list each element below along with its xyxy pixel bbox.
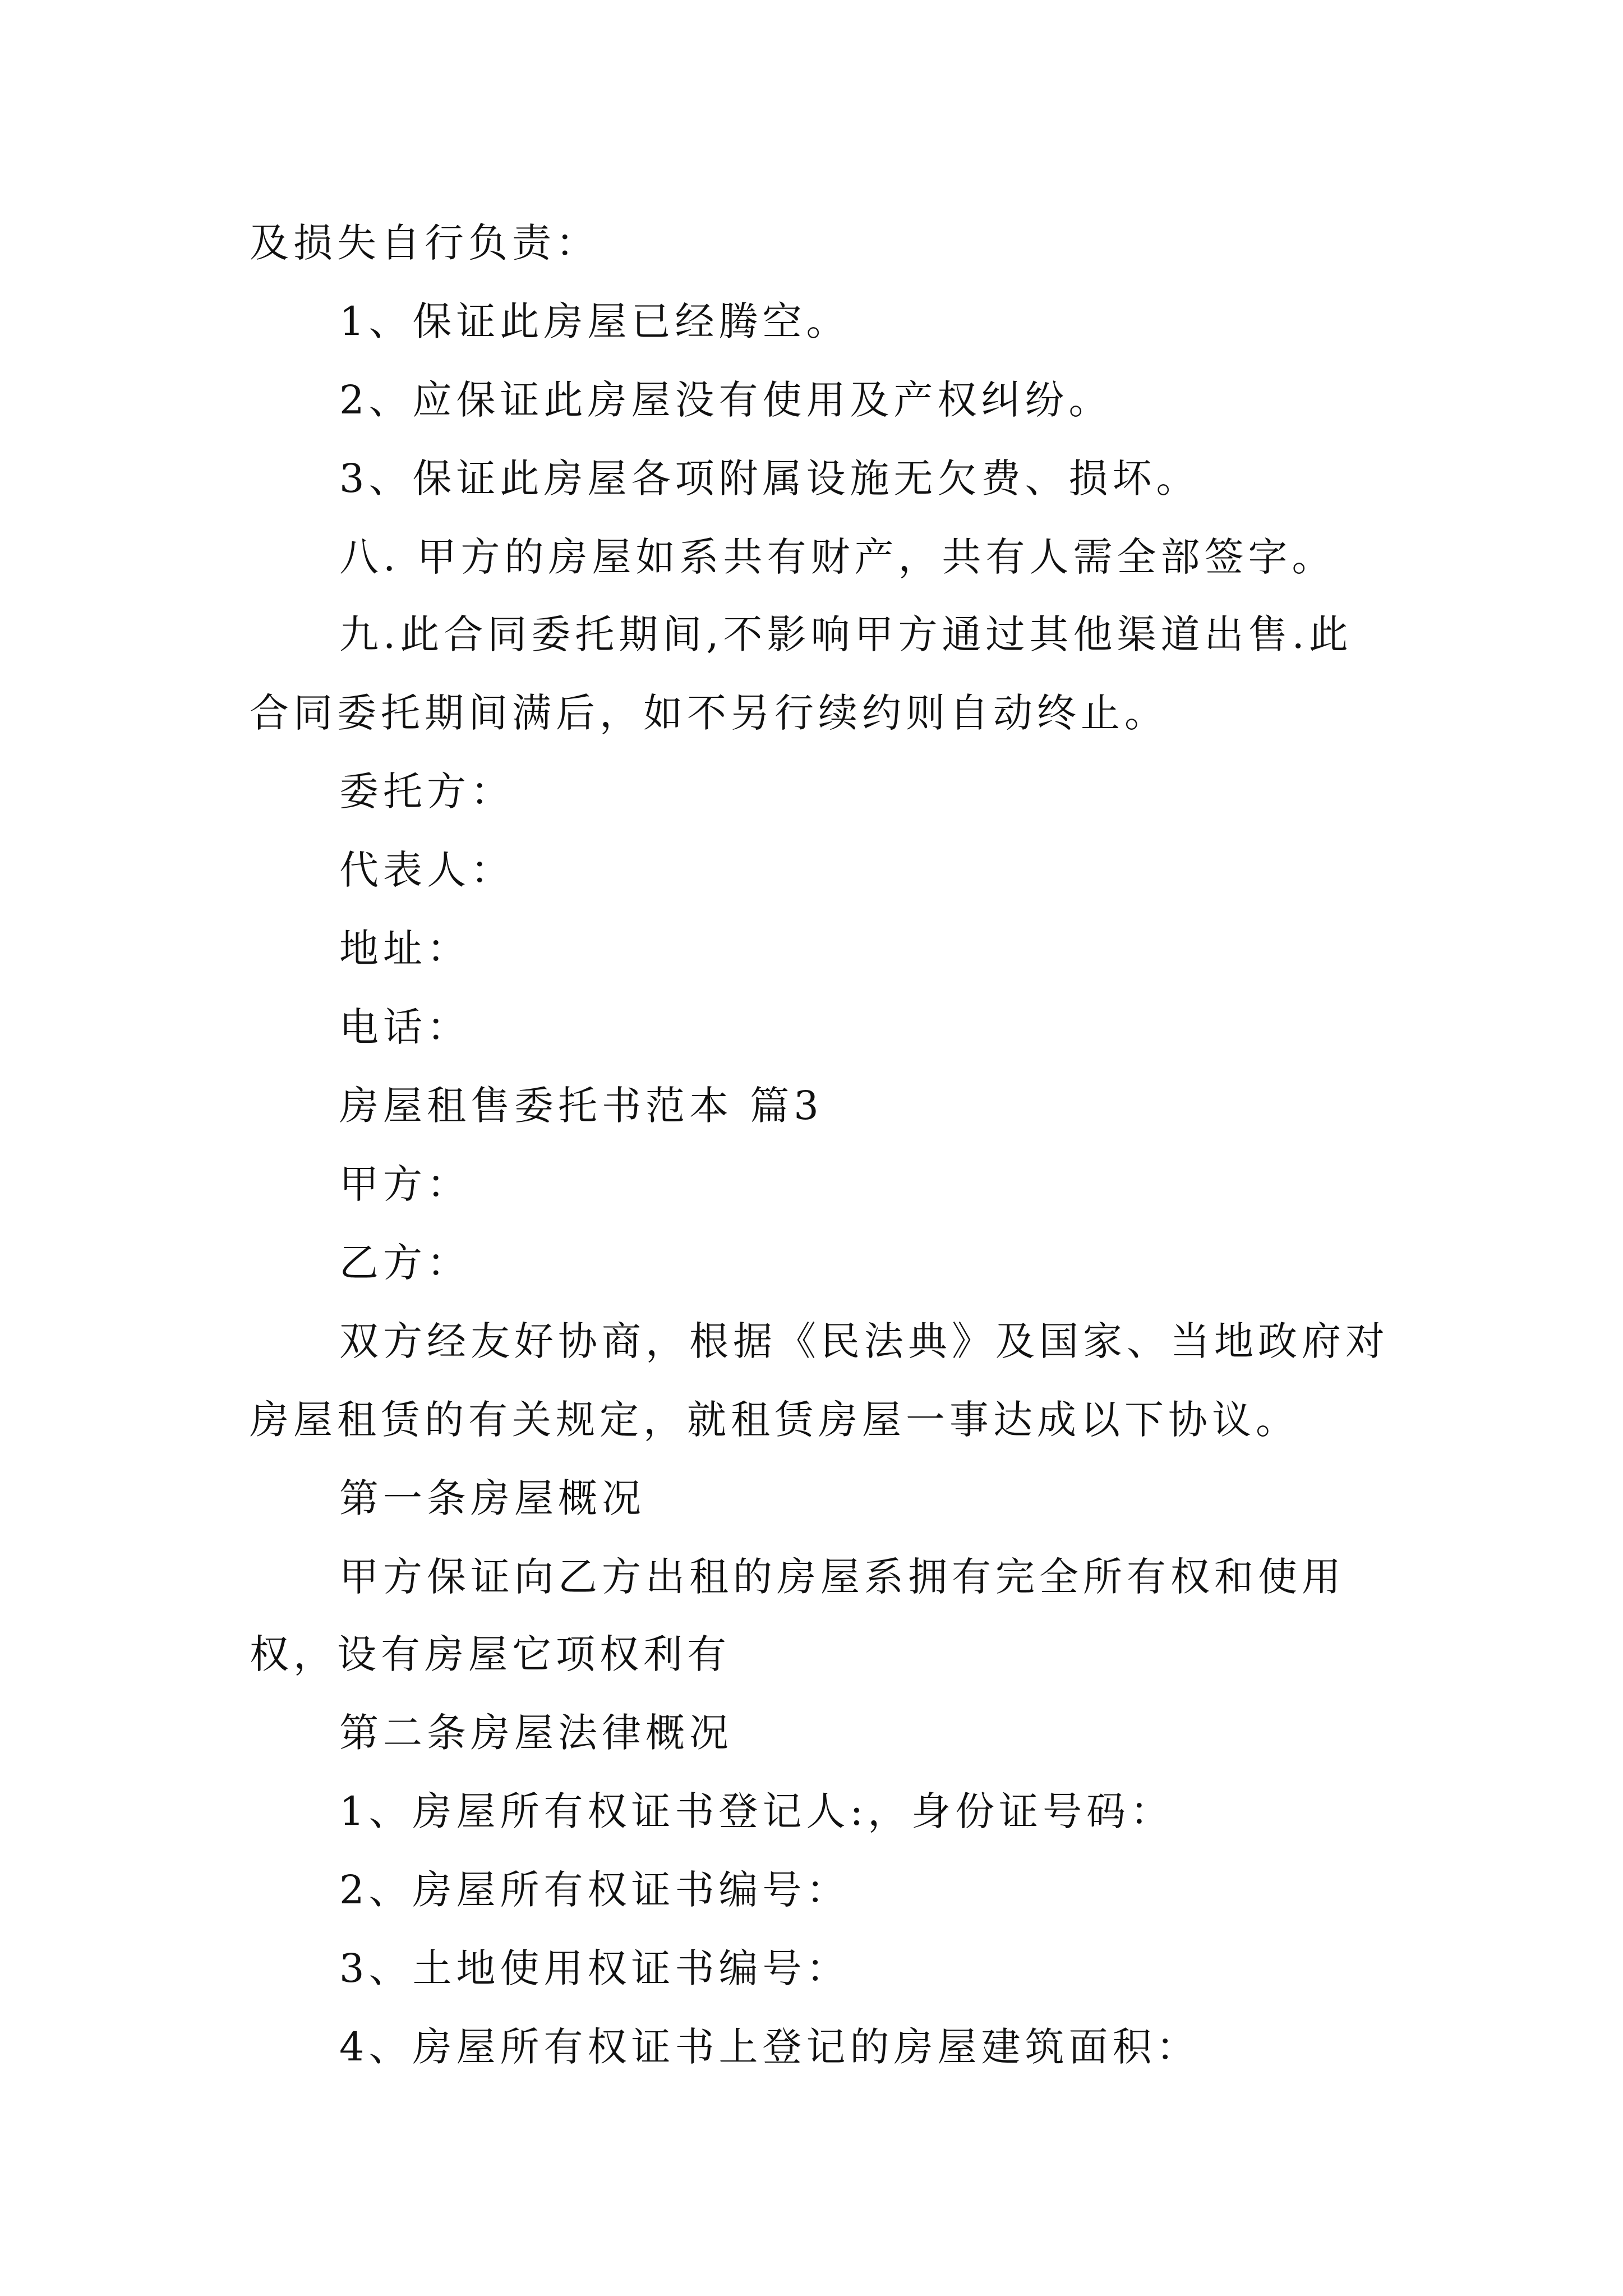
text-line: 电话：	[339, 1004, 471, 1050]
text-line: 乙方：	[339, 1240, 471, 1286]
text-line: 代表人：	[339, 847, 514, 893]
text-line: 甲方：	[339, 1161, 471, 1207]
text-line: 房屋租赁的有关规定，就租赁房屋一事达成以下协议。	[250, 1397, 1299, 1443]
text-line: 八. 甲方的房屋如系共有财产，共有人需全部签字。	[339, 534, 1336, 580]
text-line: 双方经友好协商，根据《民法典》及国家、当地政府对	[339, 1318, 1389, 1364]
text-line: 第一条房屋概况	[339, 1475, 645, 1521]
text-line: 2、应保证此房屋没有使用及产权纠纷。	[339, 377, 1113, 423]
text-line: 2、房屋所有权证书编号：	[339, 1867, 850, 1913]
text-line: 1、保证此房屋已经腾空。	[339, 298, 850, 344]
text-line: 九.此合同委托期间,不影响甲方通过其他渠道出售.此	[339, 611, 1353, 657]
text-line: 委托方：	[339, 769, 514, 815]
text-line: 及损失自行负责：	[250, 220, 600, 266]
text-line: 3、土地使用权证书编号：	[339, 1945, 850, 1991]
text-line: 权，设有房屋它项权利有	[250, 1631, 731, 1677]
text-line: 4、房屋所有权证书上登记的房屋建筑面积：	[339, 2024, 1200, 2070]
text-line: 1、房屋所有权证书登记人:，身份证号码：	[339, 1788, 1174, 1834]
text-line: 地址：	[339, 926, 471, 972]
section-heading: 房屋租售委托书范本 篇3	[339, 1083, 823, 1129]
text-line: 3、保证此房屋各项附属设施无欠费、损坏。	[339, 455, 1200, 501]
text-line: 甲方保证向乙方出租的房屋系拥有完全所有权和使用	[339, 1554, 1345, 1600]
text-line: 合同委托期间满后，如不另行续约则自动终止。	[250, 690, 1168, 736]
text-line: 第二条房屋法律概况	[339, 1710, 733, 1756]
